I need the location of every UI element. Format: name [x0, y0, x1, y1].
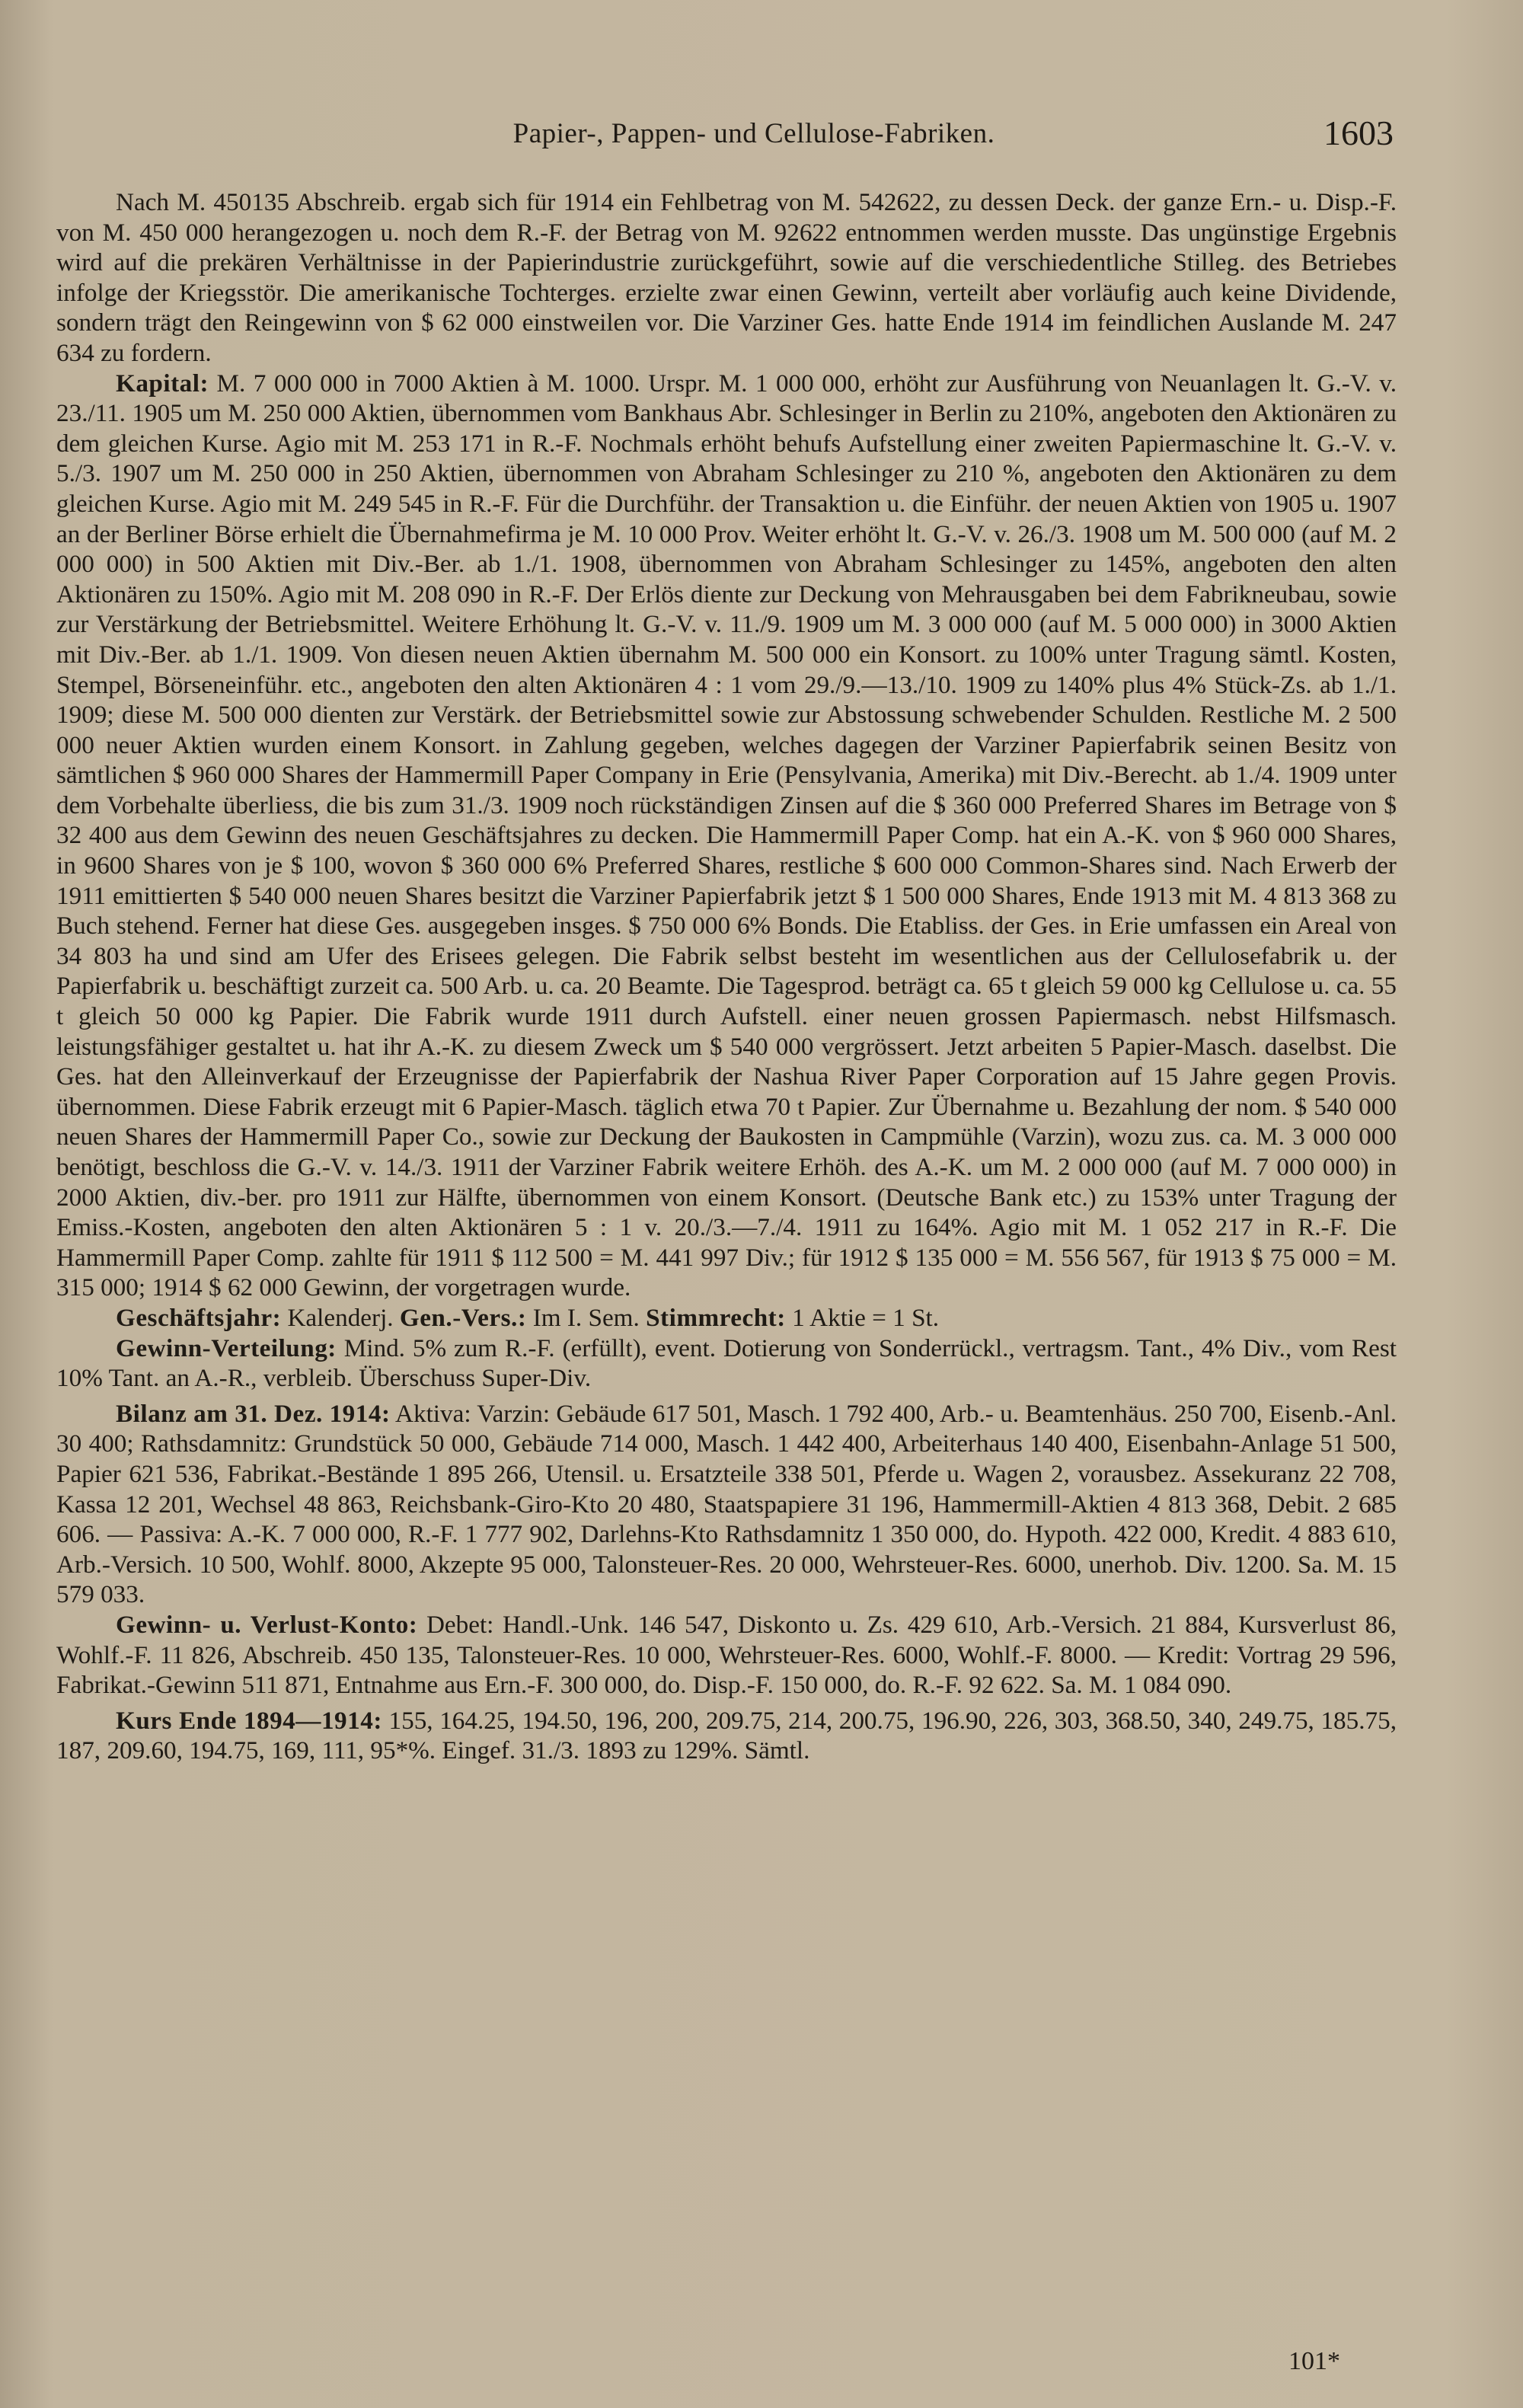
paragraph-text: Debet: Handl.-Unk. 146 547, Diskonto u. Zs. 429 610, Arb.-Versich. 21 884, Kursverlust 86, Wohlf.-F. 11 826, Abschreib. 450 135, Talonsteuer-Res. 10 000, Wehrsteuer-Res. 6000, Wohlf.-F. 8000. — Kredit: Vortrag 29 596, Fabrikat.-Gewinn 511 871, Entnahme aus Ern.-F. 300 000, do. Disp.-F. 150 000, do. R.-F. 92 622. Sa. M. 1 084 090.: [56, 1610, 1397, 1700]
segment-text: Im I. Sem.: [526, 1303, 647, 1332]
page-header: [114, 113, 1394, 155]
article-body: [56, 187, 1397, 1766]
paragraph-geschaeftsjahr: [56, 1303, 1397, 1333]
section-label-gewinn-verlust: Gewinn- u. Verlust-Konto:: [116, 1610, 418, 1639]
running-title: Papier-, Pappen- und Cellulose-Fabriken.: [512, 118, 995, 149]
paragraph-bilanz: [56, 1399, 1397, 1610]
segment-text: Kalenderj.: [281, 1303, 400, 1332]
section-label-gen-vers: Gen.-Vers.:: [399, 1303, 527, 1332]
paragraph-text: M. 7 000 000 in 7000 Aktien à M. 1000. Urspr. M. 1 000 000, erhöht zur Ausführung von Neuanlagen lt. G.-V. v. 23./11. 1905 um M. 250 000 Aktien, übernommen vom Bankhaus Abr. Schlesinger in Berlin zu 210%, angeboten den Aktionären zu dem gleichen Kurse. Agio mit M. 253 171 in R.-F. Nochmals erhöht behufs Aufstellung einer zweiten Papiermaschine lt. G.-V. v. 5./3. 1907 um M. 250 000 in 250 Aktien, übernommen von Abraham Schlesinger zu 210 %, angeboten den Aktionären zu dem gleichen Kurse. Agio mit M. 249 545 in R.-F. Für die Durchführ. der Transaktion u. die Einführ. der neuen Aktien von 1905 u. 1907 an der Berliner Börse erhielt die Übernahmefirma je M. 10 000 Prov. Weiter erhöht lt. G.-V. v. 26./3. 1908 um M. 500 000 (auf M. 2 000 000) in 500 Aktien mit Div.-Ber. ab 1./1. 1908, übernommen von Abraham Schlesinger zu 145%, angeboten den alten Aktionären zu 150%. Agio mit M. 208 090 in R.-F. Der Erlös diente zur Deckung von Mehrausgaben bei dem Fabrikneubau, sowie zur Verstärkung der Betriebsmittel. Weitere Erhöhung lt. G.-V. v. 11./9. 1909 um M. 3 000 000 (auf M. 5 000 000) in 3000 Aktien mit Div.-Ber. ab 1./1. 1909. Von diesen neuen Aktien übernahm M. 500 000 ein Konsort. zu 100% unter Tragung sämtl. Kosten, Stempel, Börseneinführ. etc., angeboten den alten Aktionären 4 : 1 vom 29./9.—13./10. 1909 zu 140% plus 4% Stück-Zs. ab 1./1. 1909; diese M. 500 000 dienten zur Verstärk. der Betriebsmittel sowie zur Abstossung schwebender Schulden. Restliche M. 2 500 000 neuer Aktien wurden einem Konsort. in Zahlung gegeben, welches dagegen der Varziner Papierfabrik seinen Besitz von sämtlichen $ 960 000 Shares der Hammermill Paper Company in Erie (Pensylvania, Amerika) mit Div.-Berecht. ab 1./4. 1909 unter dem Vorbehalte überliess, die bis zum 31./3. 1909 noch rückständigen Zinsen auf die $ 360 000 Preferred Shares im Betrage von $ 32 400 aus dem Gewinn des neuen Geschäftsjahres zu decken. Die Hammermill Paper Comp. hat ein A.-K. von $ 960 000 Shares, in 9600 Shares von je $ 100, wovon $ 360 000 6% Preferred Shares, restliche $ 600 000 Common-Shares sind. Nach Erwerb der 1911 emittierten $ 540 000 neuen Shares besitzt die Varziner Papierfabrik jetzt $ 1 500 000 Shares, Ende 1913 mit M. 4 813 368 zu Buch stehend. Ferner hat diese Ges. ausgegeben insges. $ 750 000 6% Bonds. Die Etabliss. der Ges. in Erie umfassen ein Areal von 34 803 ha und sind am Ufer des Erisees gelegen. Die Fabrik selbst besteht im wesentlichen aus der Cellulosefabrik u. der Papierfabrik u. beschäftigt zurzeit ca. 500 Arb. u. ca. 20 Beamte. Die Tagesprod. beträgt ca. 65 t gleich 59 000 kg Cellulose u. ca. 55 t gleich 50 000 kg Papier. Die Fabrik wurde 1911 durch Aufstell. einer neuen grossen Papiermasch. nebst Hilfsmasch. leistungsfähiger gestaltet u. hat ihr A.-K. zu diesem Zweck um $ 540 000 vergrössert. Jetzt arbeiten 5 Papier-Masch. daselbst. Die Ges. hat den Alleinverkauf der Erzeugnisse der Papierfabrik der Nashua River Paper Corporation auf 15 Jahre gegen Provis. übernommen. Diese Fabrik erzeugt mit 6 Papier-Masch. täglich etwa 70 t Papier. Zur Übernahme u. Bezahlung der nom. $ 540 000 neuen Shares der Hammermill Paper Co., sowie zur Deckung der Baukosten in Campmühle (Varzin), wozu zus. ca. M. 3 000 000 benötigt, beschloss die G.-V. v. 14./3. 1911 der Varziner Fabrik weitere Erhöh. des A.-K. um M. 2 000 000 (auf M. 7 000 000) in 2000 Aktien, div.-ber. pro 1911 zur Hälfte, übernommen von einem Konsort. (Deutsche Bank etc.) zu 153% unter Tragung der Emiss.-Kosten, angeboten den alten Aktionären 5 : 1 v. 20./3.—7./4. 1911 zu 164%. Agio mit M. 1 052 217 in R.-F. Die Hammermill Paper Comp. zahlte für 1911 $ 112 500 = M. 441 997 Div.; für 1912 $ 135 000 = M. 556 567, für 1913 $ 75 000 = M. 315 000; 1914 $ 62 000 Gewinn, der vorgetragen wurde.: [56, 369, 1397, 1302]
section-label-kurs: Kurs Ende 1894—1914:: [116, 1706, 382, 1735]
paragraph-kapital: [56, 369, 1397, 1303]
section-label-kapital: Kapital:: [116, 369, 209, 398]
segment-text: 1 Aktie = 1 St.: [785, 1303, 940, 1332]
section-label-gewinn-verteilung: Gewinn-Verteilung:: [116, 1333, 337, 1362]
paragraph-text: Nach M. 450135 Abschreib. ergab sich für 1914 ein Fehlbetrag von M. 542622, zu dessen Deck. der ganze Ern.- u. Disp.-F. von M. 450 000 herangezogen u. noch dem R.-F. der Betrag von M. 92622 entnommen werden musste. Das ungünstige Ergebnis wird auf die prekären Verhältnisse in der Papierindustrie zurückgeführt, sowie auf die verschiedentliche Stilleg. des Betriebes infolge der Kriegsstör. Die amerikanische Tochterges. erzielte zwar einen Gewinn, verteilt aber vorläufig auch keine Dividende, sondern trägt den Reingewinn von $ 62 000 einstweilen vor. Die Varziner Ges. hatte Ende 1914 im feindlichen Auslande M. 247 634 zu fordern.: [56, 188, 1397, 367]
signature-mark: 101*: [1288, 2347, 1340, 2375]
paragraph-gewinn-verteilung: [56, 1333, 1397, 1394]
section-label-geschaeftsjahr: Geschäftsjahr:: [116, 1303, 282, 1332]
paragraph-intro: [56, 187, 1397, 369]
paragraph-text: Aktiva: Varzin: Gebäude 617 501, Masch. 1 792 400, Arb.- u. Beamtenhäus. 250 700, Eisenb.-Anl. 30 400; Rathsdamnitz: Grundstück 50 000, Gebäude 714 000, Masch. 1 442 400, Arbeiterhaus 140 400, Eisenbahn-Anlage 51 500, Papier 621 536, Fabrikat.-Bestände 1 895 266, Utensil. u. Ersatzteile 338 501, Pferde u. Wagen 2, vorausbez. Assekuranz 22 708, Kassa 12 201, Wechsel 48 863, Reichsbank-Giro-Kto 20 480, Staatspapiere 31 196, Hammermill-Aktien 4 813 368, Debit. 2 685 606. — Passiva: A.-K. 7 000 000, R.-F. 1 777 902, Darlehns-Kto Rathsdamnitz 1 350 000, do. Hypoth. 422 000, Kredit. 4 883 610, Arb.-Versich. 10 500, Wohlf. 8000, Akzepte 95 000, Talonsteuer-Res. 20 000, Wehrsteuer-Res. 6000, unerhob. Div. 1200. Sa. M. 15 579 033.: [56, 1399, 1397, 1609]
page-number: 1603: [1323, 113, 1394, 152]
paragraph-gewinn-verlust: [56, 1610, 1397, 1701]
paragraph-text: 155, 164.25, 194.50, 196, 200, 209.75, 214, 200.75, 196.90, 226, 303, 368.50, 340, 249.75, 185.75, 187, 209.60, 194.75, 169, 111, 95*%. Eingef. 31./3. 1893 zu 129%. Sämtl.: [56, 1706, 1397, 1765]
paragraph-text: Mind. 5% zum R.-F. (erfüllt), event. Dotierung von Sonderrückl., vertragsm. Tant., 4% Div., vom Rest 10% Tant. an A.-R., verbleib. Überschuss Super-Div.: [56, 1333, 1397, 1393]
section-label-stimmrecht: Stimmrecht:: [646, 1303, 786, 1332]
section-label-bilanz: Bilanz am 31. Dez. 1914:: [116, 1399, 391, 1428]
paragraph-kurs: [56, 1706, 1397, 1766]
